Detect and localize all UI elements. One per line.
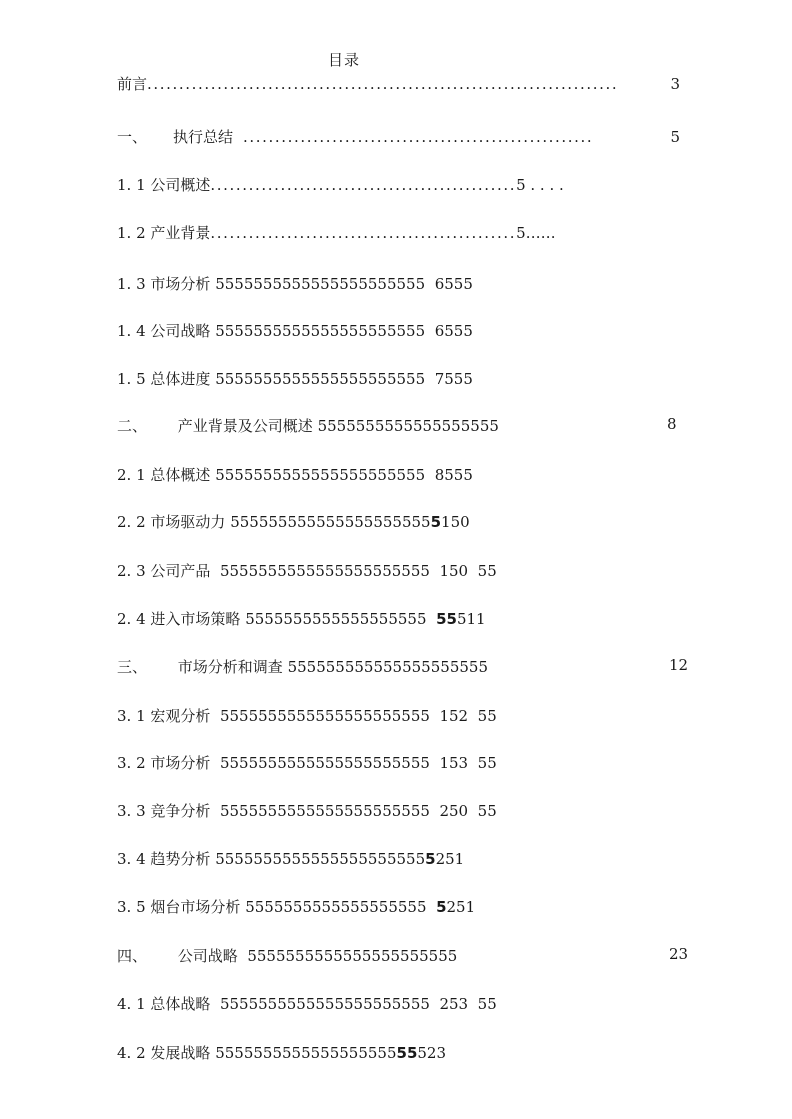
toc-entry-label: 2. 4 进入市场策略 [117, 610, 241, 628]
toc-entry-label: 市场分析和调查 [177, 658, 283, 676]
toc-entry-label: 4. 2 发展战略 [117, 1044, 211, 1062]
toc-entry-2-1[interactable] [117, 464, 473, 486]
toc-entry-page: 5 . . . . [516, 176, 564, 194]
toc-entry-page: 7555 [434, 370, 473, 388]
toc-entry-3-1[interactable] [117, 705, 497, 727]
toc-entry-label: 3. 4 趋势分析 [117, 850, 211, 868]
toc-filler: 5555555555555555555 [245, 898, 427, 916]
toc-filler: 555555555555555555555 [287, 658, 488, 676]
toc-entry-label: 1. 3 市场分析 [117, 275, 211, 293]
toc-entry-page: 12 [669, 656, 689, 674]
toc-entry-chapter-1[interactable] [117, 126, 680, 148]
toc-entry-2-4[interactable] [117, 608, 486, 630]
toc-entry-page: 150 [439, 562, 469, 580]
toc-entry-page: 253 [439, 995, 469, 1013]
toc-entry-1-1[interactable] [117, 174, 564, 196]
toc-entry-page: 3 [670, 75, 680, 93]
toc-entry-3-2[interactable] [117, 752, 497, 774]
toc-filler: 5555555555555555555 [317, 417, 499, 435]
toc-entry-1-5[interactable] [117, 368, 473, 390]
toc-filler: 5555555555555555555555 [215, 370, 426, 388]
toc-entry-chapter-4[interactable] [117, 945, 457, 967]
toc-entry-label: 前言 [117, 75, 148, 93]
toc-entry-extra: 55 [477, 754, 497, 772]
toc-filler-bold: 55 [436, 610, 457, 628]
toc-filler: 5555555555555555555555 [247, 947, 458, 965]
toc-entry-3-3[interactable] [117, 800, 497, 822]
toc-entry-3-4[interactable] [117, 848, 464, 870]
toc-filler: 555555555555555555555 [230, 513, 431, 531]
toc-entry-page: 23 [669, 945, 689, 963]
toc-entry-preface[interactable] [117, 73, 680, 95]
toc-entry-page: 251 [446, 898, 476, 916]
toc-entry-page: 6555 [434, 275, 473, 293]
toc-entry-chapter-3[interactable] [117, 656, 488, 678]
toc-filler: 5555555555555555555555 [219, 802, 430, 820]
toc-filler-bold: 5 [430, 513, 442, 531]
toc-filler-bold: 55 [396, 1044, 418, 1062]
toc-chapter-number: 二、 [117, 417, 148, 435]
toc-entry-page: 8 [667, 415, 677, 433]
toc-entry-label: 2. 2 市场驱动力 [117, 513, 226, 531]
toc-filler-bold: 5 [436, 898, 447, 916]
toc-entry-label: 3. 2 市场分析 [117, 754, 211, 772]
toc-entry-3-5[interactable] [117, 896, 475, 918]
toc-entry-chapter-2[interactable] [117, 415, 499, 437]
toc-filler: 5555555555555555555555 [219, 562, 430, 580]
toc-entry-1-3[interactable] [117, 273, 473, 295]
toc-entry-page: 251 [435, 850, 465, 868]
toc-entry-4-2[interactable] [117, 1042, 446, 1064]
toc-chapter-number: 一、 [117, 128, 148, 146]
toc-entry-page: 153 [439, 754, 469, 772]
toc-entry-label: 4. 1 总体战略 [117, 995, 211, 1013]
toc-filler: 5555555555555555555555 [215, 275, 426, 293]
toc-entry-label: 2. 3 公司产品 [117, 562, 211, 580]
toc-filler: 5555555555555555555555 [219, 707, 430, 725]
toc-entry-label: 产业背景及公司概述 [177, 417, 313, 435]
toc-entry-page: 250 [439, 802, 469, 820]
toc-filler: 5555555555555555555555 [219, 754, 430, 772]
toc-entry-label: 3. 3 竞争分析 [117, 802, 211, 820]
toc-entry-label: 2. 1 总体概述 [117, 466, 211, 484]
toc-entry-label: 1. 1 公司概述 [117, 176, 211, 194]
toc-entry-2-2[interactable] [117, 511, 470, 533]
toc-entry-page: 150 [441, 513, 470, 531]
toc-entry-label: 3. 5 烟台市场分析 [117, 898, 241, 916]
toc-title: 目录 [327, 51, 360, 69]
toc-entry-1-2[interactable] [117, 222, 556, 244]
toc-entry-1-4[interactable] [117, 320, 473, 342]
toc-entry-page: 152 [439, 707, 469, 725]
toc-entry-extra: 55 [477, 707, 497, 725]
toc-entry-label: 公司战略 [177, 947, 238, 965]
toc-entry-label: 1. 5 总体进度 [117, 370, 211, 388]
toc-filler: 5555555555555555555555 [215, 322, 426, 340]
toc-filler: 5555555555555555555555 [219, 995, 430, 1013]
toc-filler: 5555555555555555555555 [215, 466, 426, 484]
toc-entry-page: 8555 [434, 466, 473, 484]
toc-chapter-number: 三、 [117, 658, 148, 676]
toc-leader-dots: .......................................................................... [147, 75, 619, 93]
toc-entry-extra: 55 [477, 802, 497, 820]
toc-entry-label: 1. 4 公司战略 [117, 322, 211, 340]
toc-entry-page: 5 [670, 128, 680, 146]
toc-entry-label: 3. 1 宏观分析 [117, 707, 211, 725]
toc-leader-dots: ................................................ [210, 176, 517, 194]
toc-entry-4-1[interactable] [117, 993, 497, 1015]
toc-chapter-number: 四、 [117, 947, 148, 965]
toc-filler: 5555555555555555555 [245, 610, 427, 628]
toc-entry-label: 1. 2 产业背景 [117, 224, 211, 242]
toc-filler: 5555555555555555555555 [215, 850, 426, 868]
toc-entry-page: 523 [417, 1044, 447, 1062]
toc-entry-extra: 55 [477, 995, 497, 1013]
toc-entry-page: 6555 [434, 322, 473, 340]
toc-entry-page: 5…… [516, 224, 556, 242]
toc-entry-extra: 55 [477, 562, 497, 580]
toc-filler: 5555555555555555555 [215, 1044, 397, 1062]
toc-entry-label: 执行总结 [173, 128, 234, 146]
toc-leader-dots: ................................................ [210, 224, 517, 242]
toc-leader-dots: ....................................................... [243, 128, 594, 146]
toc-entry-page: 511 [456, 610, 486, 628]
toc-entry-2-3[interactable] [117, 560, 497, 582]
toc-filler-bold: 5 [425, 850, 436, 868]
